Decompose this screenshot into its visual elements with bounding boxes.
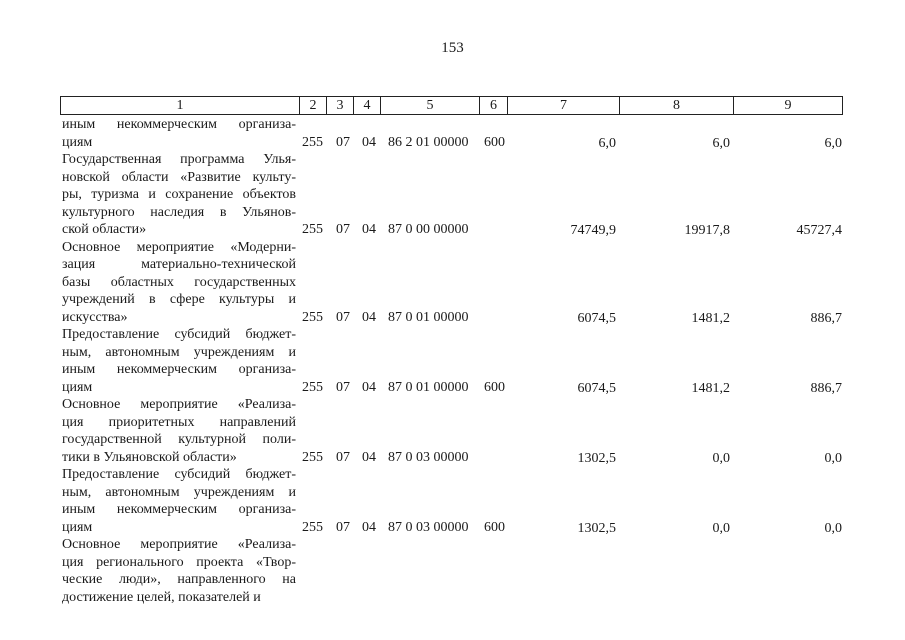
cell-c7: 1302,5 xyxy=(577,520,616,536)
description-line: искусства» xyxy=(62,309,128,325)
header-col-6: 6 xyxy=(480,97,508,115)
cell-c4: 04 xyxy=(362,222,376,237)
description-line: ция приоритетных направлений xyxy=(62,414,296,430)
cell-c6: 600 xyxy=(484,379,505,395)
cell-c5: 87 0 01 00000 xyxy=(388,309,469,325)
description-line: учреждений в сфере культуры и xyxy=(62,292,296,307)
cell-c9: 6,0 xyxy=(824,135,842,151)
cell-c8: 1481,2 xyxy=(691,380,730,396)
description-line: ской области» xyxy=(62,222,147,237)
cell-c8: 0,0 xyxy=(712,520,730,536)
cell-c5: 87 0 03 00000 xyxy=(388,449,469,465)
cell-c8: 6,0 xyxy=(712,135,730,151)
cell-c5: 86 2 01 00000 xyxy=(388,134,469,150)
table-row-description xyxy=(62,151,296,239)
description-line: зация материально-технической xyxy=(62,257,296,272)
header-col-8: 8 xyxy=(620,97,734,115)
cell-c9: 886,7 xyxy=(810,380,842,396)
description-line: иным некоммерческим организа- xyxy=(62,117,296,132)
header-col-2: 2 xyxy=(300,97,327,115)
description-line: Предоставление субсидий бюджет- xyxy=(62,467,296,482)
cell-c8: 0,0 xyxy=(712,450,730,466)
cell-c3: 07 xyxy=(336,379,350,395)
table-row-description xyxy=(62,396,296,466)
description-line: ция регионального проекта «Твор- xyxy=(62,554,296,570)
description-line: культурного наследия в Ульянов- xyxy=(62,204,296,220)
description-line: циям xyxy=(62,519,93,535)
cell-c5: 87 0 00 00000 xyxy=(388,222,469,237)
header-col-1: 1 xyxy=(61,97,300,115)
description-line: Основное мероприятие «Реализа- xyxy=(62,537,296,552)
cell-c2: 255 xyxy=(302,309,323,325)
description-line: циям xyxy=(62,379,93,395)
cell-c4: 04 xyxy=(362,519,376,535)
cell-c7: 6074,5 xyxy=(577,380,616,396)
cell-c7: 74749,9 xyxy=(570,223,616,238)
cell-c4: 04 xyxy=(362,449,376,465)
cell-c6: 600 xyxy=(484,134,505,150)
description-line: ным, автономным учреждениям и xyxy=(62,484,296,500)
cell-c9: 886,7 xyxy=(810,310,842,326)
description-line: Предоставление субсидий бюджет- xyxy=(62,327,296,342)
cell-c3: 07 xyxy=(336,309,350,325)
description-line: новской области «Развитие культу- xyxy=(62,169,296,185)
header-col-5: 5 xyxy=(381,97,480,115)
cell-c3: 07 xyxy=(336,134,350,150)
cell-c8: 1481,2 xyxy=(691,310,730,326)
cell-c7: 6074,5 xyxy=(577,310,616,326)
cell-c5: 87 0 03 00000 xyxy=(388,519,469,535)
cell-c8: 19917,8 xyxy=(684,223,730,238)
cell-c9: 45727,4 xyxy=(796,223,842,238)
cell-c6: 600 xyxy=(484,519,505,535)
cell-c2: 255 xyxy=(302,222,323,237)
cell-c7: 6,0 xyxy=(598,135,616,151)
table-row-description xyxy=(62,239,296,327)
description-line: тики в Ульяновской области» xyxy=(62,449,237,465)
table-row-description xyxy=(62,116,296,151)
table-row-description xyxy=(62,326,296,396)
header-col-9: 9 xyxy=(734,97,843,115)
cell-c3: 07 xyxy=(336,519,350,535)
cell-c4: 04 xyxy=(362,134,376,150)
table-header xyxy=(60,96,843,115)
table-row-description xyxy=(62,536,296,606)
description-line: достижение целей, показателей и xyxy=(62,589,261,605)
cell-c2: 255 xyxy=(302,379,323,395)
cell-c2: 255 xyxy=(302,449,323,465)
description-line: иным некоммерческим организа- xyxy=(62,362,296,377)
header-col-3: 3 xyxy=(327,97,354,115)
description-line: государственной культурной поли- xyxy=(62,432,296,447)
cell-c9: 0,0 xyxy=(824,520,842,536)
description-line: иным некоммерческим организа- xyxy=(62,502,296,517)
cell-c2: 255 xyxy=(302,519,323,535)
cell-c9: 0,0 xyxy=(824,450,842,466)
cell-c2: 255 xyxy=(302,134,323,150)
cell-c5: 87 0 01 00000 xyxy=(388,379,469,395)
description-line: базы областных государственных xyxy=(62,274,296,290)
description-line: Основное мероприятие «Реализа- xyxy=(62,397,296,412)
cell-c7: 1302,5 xyxy=(577,450,616,466)
cell-c4: 04 xyxy=(362,309,376,325)
description-line: ческие люди», направленного на xyxy=(62,572,296,587)
description-line: ным, автономным учреждениям и xyxy=(62,344,296,360)
page-number: 153 xyxy=(441,40,464,56)
description-line: Государственная программа Улья- xyxy=(62,152,296,167)
header-col-7: 7 xyxy=(508,97,620,115)
cell-c3: 07 xyxy=(336,449,350,465)
header-col-4: 4 xyxy=(354,97,381,115)
description-line: циям xyxy=(62,134,93,150)
description-line: ры, туризма и сохранение объектов xyxy=(62,187,296,202)
description-line: Основное мероприятие «Модерни- xyxy=(62,239,296,255)
cell-c3: 07 xyxy=(336,222,350,237)
cell-c4: 04 xyxy=(362,379,376,395)
table-row-description xyxy=(62,466,296,536)
